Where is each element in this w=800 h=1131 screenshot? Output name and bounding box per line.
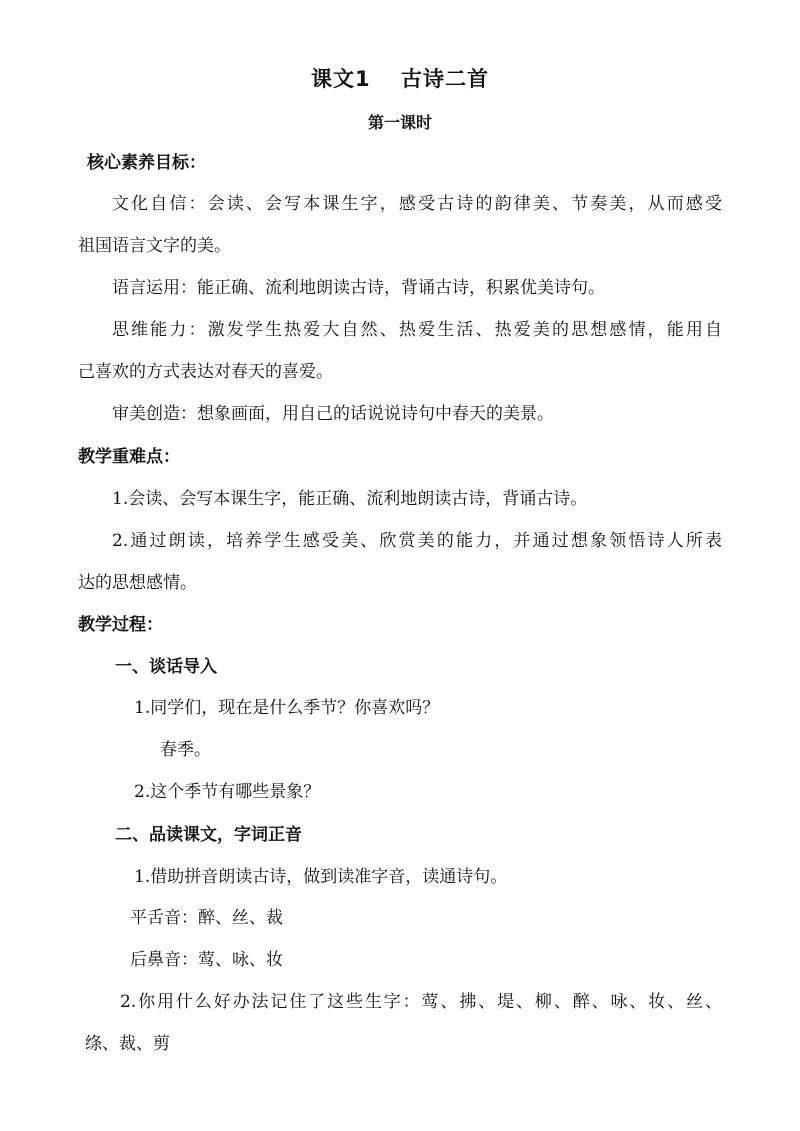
key-points-heading: 教学重难点：: [78, 447, 180, 467]
section1-question2: 2.这个季节有哪些景象？: [134, 782, 321, 802]
section1-question1: 1.同学们，现在是什么季节？你喜欢吗？: [134, 698, 440, 718]
objective-culture-line1: 文化自信：会读、会写本课生字，感受古诗的韵律美、节奏美，从而感受: [112, 194, 722, 214]
section2-step1: 1.借助拼音朗读古诗，做到读准字音，读通诗句。: [134, 867, 508, 887]
section2-step2-line2: 绦、裁、剪: [85, 1034, 170, 1054]
section2-step2-line1: 2.你用什么好办法记住了这些生字：莺、拂、堤、柳、醉、咏、妆、丝、: [120, 992, 722, 1012]
objective-language: 语言运用：能正确、流利地朗读古诗，背诵古诗，积累优美诗句。: [112, 278, 605, 298]
objective-thinking-line1: 思维能力：激发学生热爱大自然、热爱生活、热爱美的思想感情，能用自: [112, 320, 722, 340]
section2-heading: 二、品读课文，字词正音: [115, 825, 302, 845]
section2-flat-tongue: 平舌音：醉、丝、裁: [130, 908, 283, 928]
objective-thinking-line2: 己喜欢的方式表达对春天的喜爱。: [78, 362, 333, 382]
objective-aesthetic: 审美创造：想象画面，用自己的话说说诗句中春天的美景。: [112, 404, 554, 424]
key-point-1: 1.会读、会写本课生字，能正确、流利地朗读古诗，背诵古诗。: [112, 489, 588, 509]
section1-answer1: 春季。: [160, 740, 211, 760]
section1-heading: 一、谈话导入: [115, 657, 217, 677]
objective-culture-line2: 祖国语言文字的美。: [78, 236, 231, 256]
key-point-2-line1: 2.通过朗读，培养学生感受美、欣赏美的能力，并通过想象领悟诗人所表: [112, 531, 722, 551]
page-title: 课文1 古诗二首: [311, 67, 489, 91]
page-subtitle: 第一课时: [367, 113, 432, 132]
section2-back-nasal: 后鼻音：莺、咏、妆: [130, 950, 283, 970]
key-point-2-line2: 达的思想感情。: [78, 573, 197, 593]
objectives-heading: 核心素养目标：: [87, 153, 206, 173]
process-heading: 教学过程：: [78, 615, 163, 635]
